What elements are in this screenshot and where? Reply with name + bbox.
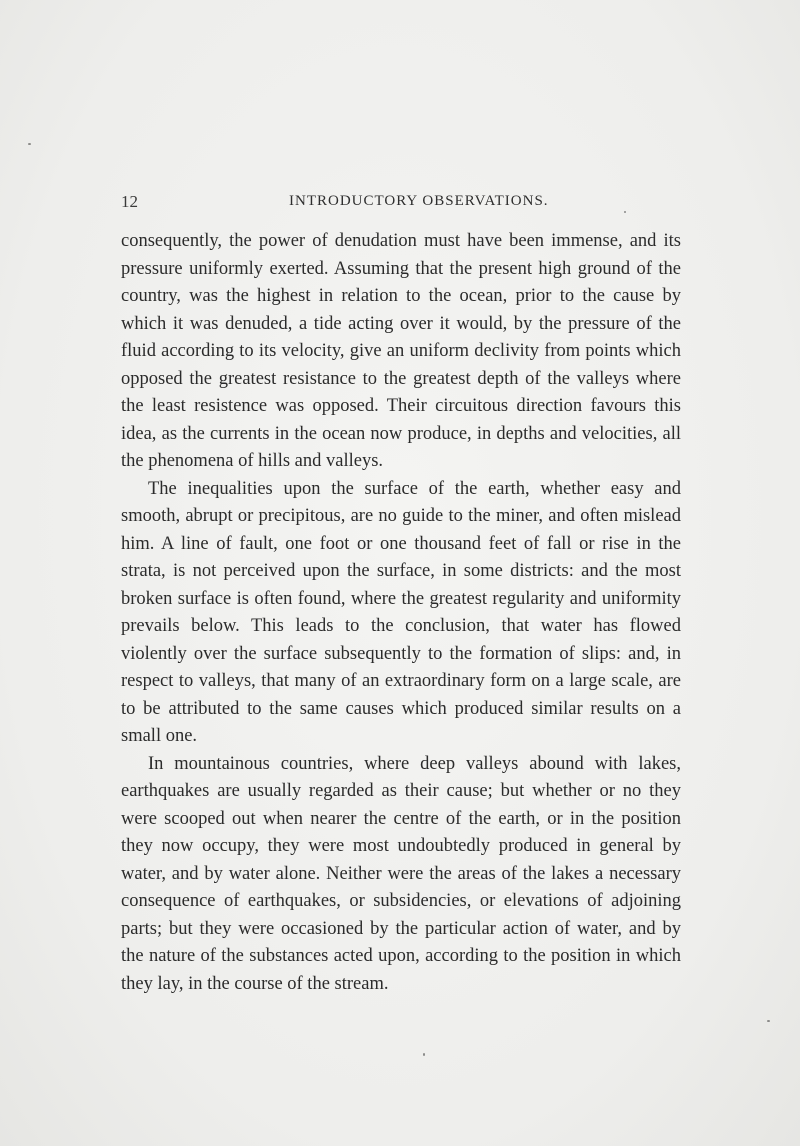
- paragraph-continued: consequently, the power of denudation must have been immense, and its pressure uniformly exerted. Assuming that the present high ground of the country, was the highest in relation to the ocean, prior to the cause by which it was denuded, a tide acting over it would, by the pressure of the fluid according to its velocity, give an uniform declivity from points which opposed the greatest resistance to the greatest depth of the valleys where the least resistence was opposed. Their circuitous direction favours this idea, as the currents in the ocean now produce, in depths and velocities, all the phenomena of hills and valleys.: [121, 231, 681, 471]
- paper-speck: [423, 1053, 425, 1056]
- paragraph: The inequalities upon the surface of the earth, whether easy and smooth, abrupt or precipitous, are no guide to the miner, and often mislead him. A line of fault, one foot or one thousand feet of fall or rise in the strata, is not perceived upon the surface, in some districts: and the most broken surface is often found, where the greatest regularity and uniformity prevails below. This leads to the conclusion, that water has flowed violently over the surface subsequently to the formation of slips: and, in respect to valleys, that many of an extraordinary form on a large scale, are to be attributed to the same causes which produced similar results on a small one.: [121, 478, 681, 746]
- running-head: INTRODUCTORY OBSERVATIONS.: [289, 193, 549, 209]
- paper-speck: [624, 211, 626, 213]
- page-header: [121, 192, 681, 218]
- page-number: 12: [121, 192, 138, 211]
- paper-speck: [28, 143, 31, 145]
- paper-speck: [767, 1020, 770, 1022]
- body-text: [121, 228, 681, 998]
- paragraph: In mountainous countries, where deep valleys abound with lakes, earthquakes are usually regarded as their cause; but whether or no they were scooped out when nearer the centre of the earth, or in the position they now occupy, they were most undoubtedly produced in general by water, and by water alone. Neither were the areas of the lakes a necessary consequence of earthquakes, or subsidencies, or elevations of adjoining parts; but they were occasioned by the particular action of water, and by the nature of the substances acted upon, according to the position in which they lay, in the course of the stream.: [121, 753, 681, 994]
